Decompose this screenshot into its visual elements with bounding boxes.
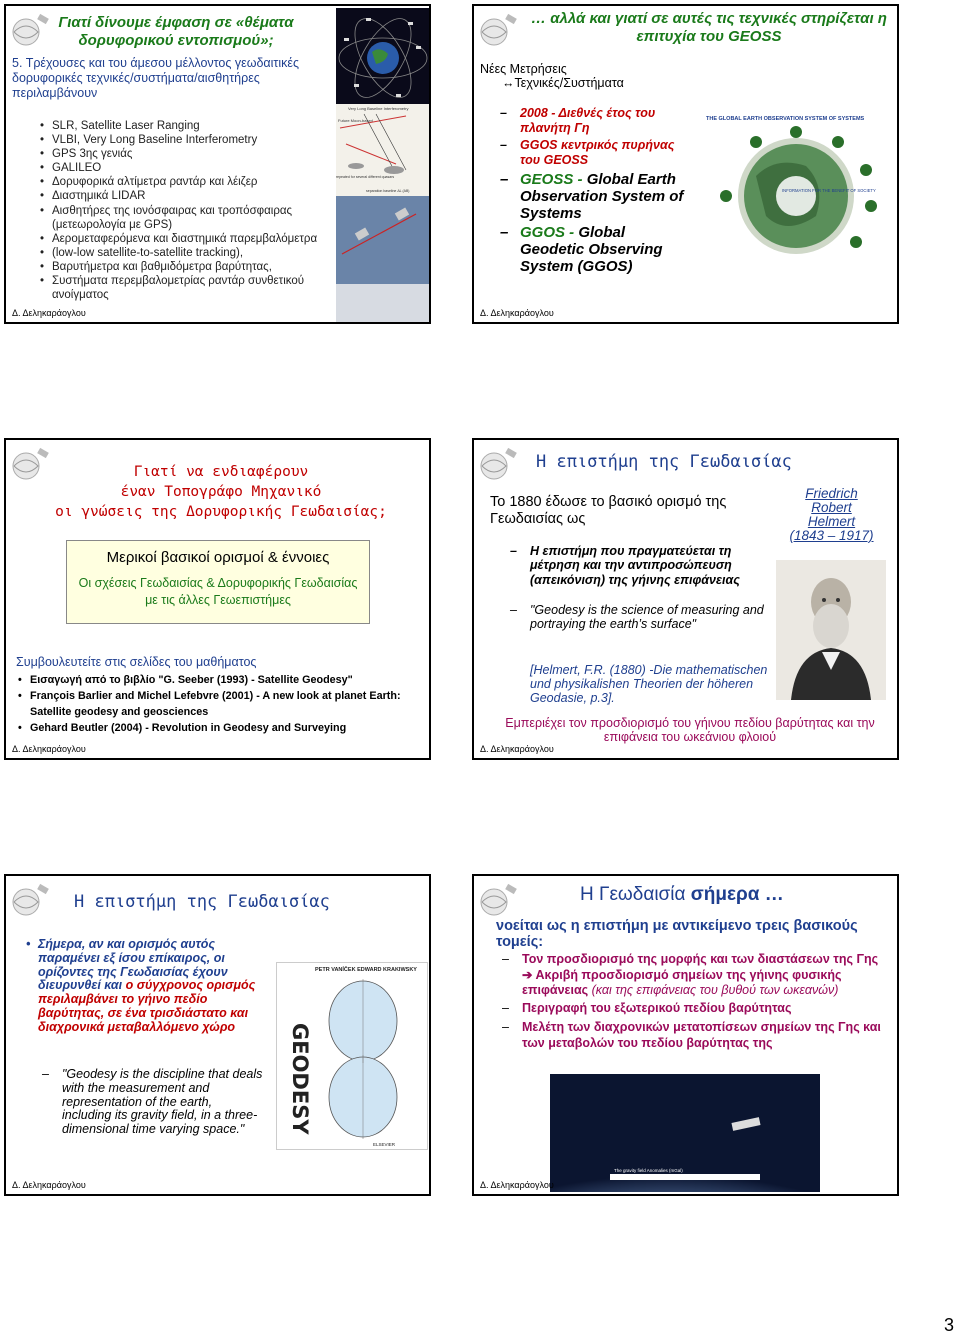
slide-5-quote-list <box>36 1068 264 1137</box>
reference-item: • Εισαγωγή από το βιβλίο "G. Seeber (1993) - Satellite Geodesy" <box>16 673 416 688</box>
vlbi-label: separation baseline ΔL (AB) <box>366 189 410 193</box>
satellite-logo-icon <box>478 10 522 54</box>
slide-6-list <box>496 952 886 1051</box>
list-item: – Περιγραφή του εξωτερικού πεδίου βαρύτητας <box>496 1001 886 1017</box>
page-number: 3 <box>943 1315 954 1335</box>
helmert-name: Friedrich Robert Helmert (1843 – 1917) <box>789 486 874 543</box>
list-item: • Διαστημικά LIDAR <box>38 189 338 203</box>
list-item: • Βαρυτήμετρα και βαθμιδόμετρα βαρύτητας, <box>38 260 338 274</box>
gravity-legend-label: The gravity field Anomalies (mGal) <box>614 1168 683 1173</box>
definition-greek: – Η επιστήμη που πραγματεύεται τη μέτρηση και την αντιπροσώπευση (απεικόνιση) της γήινης επιφάνειας <box>504 544 774 587</box>
helmert-citation: [Helmert, F.R. (1880) -Die mathematischen und physikalishen Theorien der höheren Geodasie, p.3]. <box>530 663 768 705</box>
reference-item: • François Barlier and Michel Lefebvre (2001) - A new look at planet Earth: Satellite geodesy and geosciences <box>16 689 416 720</box>
slide-2-intro-b: ↔Τεχνικές/Συστήματα <box>502 76 624 90</box>
list-item: – GGOS κεντρικός πυρήνας του GEOSS <box>494 138 689 168</box>
intro-text: Τρέχουσες και του άμεσου μέλλοντος γεωδαιτικές δορυφορικές τεχνικές/συστήματα/αισθητήρες περιλαμβάνουν <box>12 56 299 100</box>
slide-3 <box>4 438 431 760</box>
list-item: – Τον προσδιορισμό της μορφής και των διαστάσεων της Γης ➔ Ακριβή προσδιορισμό σημείων της γήινης φυσικής επιφάνειας (και της επιφάνειας του βυθού των ωκεανών) <box>496 952 886 999</box>
vlbi-diagram-image <box>336 104 430 324</box>
slide-2-intro-a: Νέες Μετρήσεις <box>480 62 567 76</box>
satellite-constellation-image <box>336 8 430 106</box>
vlbi-label: Future Moon-based <box>338 118 373 123</box>
geodesy-quote: – "Geodesy is the discipline that deals with the measurement and representation of the earth, including its gravity field, in a three-dimensional time varying space." <box>36 1068 264 1137</box>
definitions-list <box>504 544 774 631</box>
slide-1-intro <box>12 56 312 101</box>
list-item: – Μελέτη των διαχρονικών μετατοπίσεων σημείων της Γης και των μεταβολών του πεδίου βαρύτητας της <box>496 1020 886 1051</box>
slide-4-footer: Δ. Δεληκαράογλου <box>480 744 554 754</box>
slide-5-footer: Δ. Δεληκαράογλου <box>12 1180 86 1190</box>
list-item: • (low-low satellite-to-satellite tracking), <box>38 246 338 260</box>
geodesy-book-cover-image <box>276 962 428 1150</box>
slide-4 <box>472 438 899 760</box>
geoss-list <box>494 106 689 275</box>
slide-2-title: … αλλά και γιατί σε αυτές τις τεχνικές στηρίζεται η επιτυχία του GEOSS <box>531 10 887 45</box>
geoss-globe-image <box>696 106 896 274</box>
slide-1-footer: Δ. Δεληκαράογλου <box>12 308 86 318</box>
list-item: • GPS 3ης γενιάς <box>38 147 338 161</box>
list-item: • Δορυφορικά αλτίμετρα ραντάρ και λέιζερ <box>38 175 338 189</box>
list-item: – GEOSS - Global Earth Observation System of Systems <box>494 171 689 222</box>
slide-4-closing: Εμπεριέχει τον προσδιορισμό του γήινου πεδίου βαρύτητας και την επιφάνεια του ωκεάνιου φλοιού <box>505 716 875 744</box>
references-list <box>16 673 416 736</box>
definitions-box-title: Μερικοί βασικοί ορισμοί & έννοιες <box>106 549 330 566</box>
slide-6-title: Η Γεωδαισία σήμερα … <box>580 884 784 905</box>
slide-3-title: Γιατί να ενδιαφέρουν έναν Τοπογράφο Μηχανικό οι γνώσεις της Δορυφορικής Γεωδαισίας; <box>55 464 387 520</box>
slide-5-list <box>24 938 264 1035</box>
definition-english: – "Geodesy is the science of measuring and portraying the earth’s surface" <box>504 603 774 632</box>
vlbi-label: Very Long Baseline Interferometry <box>348 106 409 111</box>
slide-4-intro: Το 1880 έδωσε το βασικό ορισμό της Γεωδαισίας ως <box>490 494 727 527</box>
list-item: – 2008 - Διεθνές έτος του πλανήτη Γη <box>494 106 689 136</box>
list-item: • Αερομεταφερόμενα και διαστημικά παρεμβαλόμετρα <box>38 232 338 246</box>
slide-2 <box>472 4 899 324</box>
list-item: • VLBI, Very Long Baseline Interferometry <box>38 133 338 147</box>
vlbi-label: repeated for several different quasars <box>336 175 395 179</box>
gravity-field-earth-image <box>550 1074 820 1192</box>
slide-6-intro: νοείται ως η επιστήμη με αντικείμενο τρεις βασικούς τομείς: <box>496 918 858 950</box>
geoss-image-center: INFORMATION FOR THE BENEFIT OF SOCIETY <box>782 188 876 193</box>
arrow-right-icon: ➔ <box>522 967 536 982</box>
slide-3-footer: Δ. Δεληκαράογλου <box>12 744 86 754</box>
slide-5-title: Η επιστήμη της Γεωδαισίας <box>74 892 330 912</box>
list-item: • Συστήματα περεμβαλομετρίας ραντάρ συνθετικού ανοίγματος <box>38 274 338 302</box>
book-publisher: ELSEVIER <box>373 1142 396 1147</box>
list-item: – GGOS - Global Geodetic Observing System (GGOS) <box>494 224 689 275</box>
satellite-logo-icon <box>10 880 54 924</box>
slide-6-footer: Δ. Δεληκαράογλου <box>480 1180 554 1190</box>
slide-2-footer: Δ. Δεληκαράογλου <box>480 308 554 318</box>
reference-item: • Gehard Beutler (2004) - Revolution in Geodesy and Surveying <box>16 721 416 736</box>
list-item: • GALILEO <box>38 161 338 175</box>
helmert-portrait-image <box>776 560 886 700</box>
list-item: • Σήμερα, αν και ορισμός αυτός παραμένει εξ ίσου επίκαιρος, οι ορίζοντες της Γεωδαισίας έχουν διευρυνθεί και ο σύγχρονος ορισμός περιλαμβάνει το γήινο πεδίο βαρύτητας, σε ένα τρισδιάστατο και διαχρονικά μεταβαλλόμενο χώρο <box>24 938 264 1035</box>
consult-text: Συμβουλευτείτε στις σελίδες του μαθήματος <box>16 655 257 669</box>
technique-list <box>38 119 338 302</box>
slide-1-title: Γιατί δίνουμε έμφαση σε «θέματα δορυφορικού εντοπισμού»; <box>58 14 294 49</box>
intro-number: 5. <box>12 56 23 70</box>
satellite-logo-icon <box>478 444 522 488</box>
slide-5 <box>4 874 431 1196</box>
slide-6 <box>472 874 899 1196</box>
list-item: • SLR, Satellite Laser Ranging <box>38 119 338 133</box>
definitions-box <box>66 540 370 624</box>
book-authors: PETR VANÍČEK EDWARD KRAKIWSKY <box>315 967 417 973</box>
slide-4-title: Η επιστήμη της Γεωδαισίας <box>536 452 792 472</box>
definitions-box-subtitle: Οι σχέσεις Γεωδαισίας & Δορυφορικής Γεωδαισίας με τις άλλες Γεωεπιστήμες <box>78 576 358 607</box>
slide-1 <box>4 4 431 324</box>
list-item: • Αισθητήρες της ιονόσφαιρας και τροπόσφαιρας (μετεωρολογία με GPS) <box>38 204 338 232</box>
geoss-image-title: THE GLOBAL EARTH OBSERVATION SYSTEM OF SYSTEMS <box>706 116 865 122</box>
book-title: GEODESY <box>288 1023 312 1135</box>
